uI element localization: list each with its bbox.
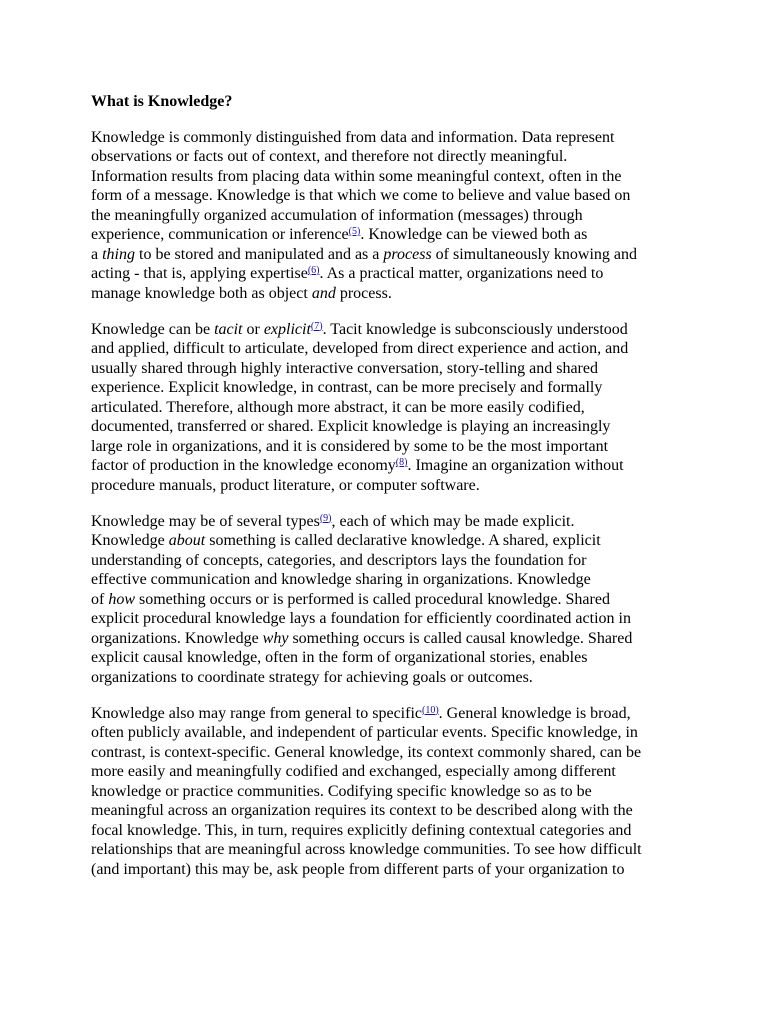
text-run: experience. Explicit knowledge, in contrast, can be more precisely and formally [91,379,603,396]
text-line [91,782,691,802]
text-line [91,245,691,265]
text-run: organizations to coordinate strategy for achieving goals or outcomes. [91,668,533,686]
text-line [91,512,691,532]
text-run: of [91,590,109,608]
text-run: a [91,245,103,263]
text-line [91,743,691,763]
text-line [91,417,691,437]
text-run: form of a message. Knowledge is that which we come to believe and value based on [91,187,631,204]
emphasis-text: about [168,532,206,549]
text-run: knowledge or practice communities. Codifying specific knowledge so as to be [91,782,592,800]
text-line [91,840,691,860]
text-run: . As a practical matter, organizations need to [319,265,604,282]
footnote-ref-link[interactable]: (10) [421,704,439,716]
text-run: the meaningfully organized accumulation of information (messages) through [91,206,583,224]
text-run: observations or facts out of context, and therefore not directly meaningful. [91,148,568,165]
text-line [91,648,691,668]
document-body [91,128,691,880]
text-line [91,531,691,551]
document-page [91,92,691,896]
text-line [91,398,691,418]
text-run: effective communication and knowledge sharing in organizations. Knowledge [91,571,591,588]
text-line [91,570,691,590]
text-run: process. [335,284,392,302]
footnote-ref-link[interactable]: (6) [307,265,320,276]
text-line [91,206,691,226]
emphasis-text: explicit [263,320,311,338]
text-line [91,821,691,841]
text-run: factor of production in the knowledge economy [91,457,396,474]
footnote-ref-link[interactable]: (7) [310,320,323,332]
text-run: , each of which may be made explicit. [331,512,575,530]
text-run: Knowledge also may range from general to specific [91,704,422,722]
text-run: experience, communication or inference [91,226,349,243]
paragraph [91,128,691,304]
text-run: Knowledge [91,532,169,549]
text-run: focal knowledge. This, in turn, requires explicitly defining contextual categories and [91,821,632,839]
text-run: Knowledge can be [91,320,215,338]
text-run: organizations. Knowledge [91,629,263,647]
text-line [91,476,691,496]
text-run: often publicly available, and independent of particular events. Specific knowledge, in [91,724,638,741]
text-run: relationships that are meaningful across knowledge communities. To see how difficult [91,841,642,858]
text-run: something occurs is called causal knowledge. Shared [288,629,633,647]
text-line [91,456,691,476]
text-run: . Imagine an organization without [407,457,624,474]
text-run: or [242,320,264,338]
text-run: Knowledge may be of several types [91,512,320,530]
text-line [91,128,691,148]
text-run: something occurs or is performed is called procedural knowledge. Shared [135,590,610,608]
text-line [91,801,691,821]
emphasis-text: how [108,590,135,608]
text-run: . General knowledge is broad, [438,704,631,722]
text-line [91,320,691,340]
emphasis-text: thing [102,245,135,263]
text-run: of simultaneously knowing and [431,245,637,263]
footnote-ref-link[interactable]: (9) [319,512,332,524]
text-run: explicit procedural knowledge lays a foundation for efficiently coordinated action in [91,610,631,627]
text-line [91,378,691,398]
emphasis-text: tacit [214,320,243,338]
footnote-ref-link[interactable]: (5) [348,226,361,237]
text-line [91,762,691,782]
paragraph [91,512,691,688]
paragraph [91,320,691,496]
text-line [91,284,691,304]
text-run: procedure manuals, product literature, or computer software. [91,476,480,494]
text-line [91,590,691,610]
text-run: . Knowledge can be viewed both as [360,226,588,243]
text-run: understanding of concepts, categories, and descriptors lays the foundation for [91,551,587,569]
text-run: contrast, is context-specific. General knowledge, its context commonly shared, can be [91,743,642,761]
text-run: meaningful across an organization requires its context to be described along with the [91,802,633,819]
footnote-ref-link[interactable]: (8) [395,457,408,468]
text-line [91,668,691,688]
text-run: Information results from placing data within some meaningful context, often in the [91,167,622,185]
text-run: manage knowledge both as object [91,284,312,302]
text-line [91,147,691,167]
text-line [91,723,691,743]
paragraph [91,704,691,880]
text-run: acting - that is, applying expertise [91,265,308,282]
text-line [91,629,691,649]
text-line [91,186,691,206]
text-run: large role in organizations, and it is considered by some to be the most important [91,437,609,455]
text-line [91,225,691,245]
text-run: explicit causal knowledge, often in the form of organizational stories, enables [91,649,588,666]
text-run: . Tacit knowledge is subconsciously understood [322,320,628,338]
text-run: (and important) this may be, ask people from different parts of your organization to [91,860,625,878]
text-line [91,437,691,457]
text-run: documented, transferred or shared. Explicit knowledge is playing an increasingly [91,418,611,435]
text-run: articulated. Therefore, although more abstract, it can be more easily codified, [91,398,585,416]
text-run: more easily and meaningfully codified and exchanged, especially among different [91,763,616,780]
text-line [91,167,691,187]
text-run: usually shared through highly interactive conversation, story-telling and shared [91,359,598,377]
text-line [91,264,691,284]
emphasis-text: and [311,284,336,302]
text-line [91,359,691,379]
text-run: something is called declarative knowledge. A shared, explicit [205,532,601,549]
text-line [91,609,691,629]
text-line [91,860,691,880]
emphasis-text: why [262,629,289,647]
text-run: and applied, difficult to articulate, developed from direct experience and action, and [91,340,629,357]
text-run: to be stored and manipulated and as a [135,245,384,263]
text-line [91,551,691,571]
text-run: Knowledge is commonly distinguished from data and information. Data represent [91,128,615,146]
text-line [91,339,691,359]
page-title: What is Knowledge? [91,93,233,110]
emphasis-text: process [383,245,432,263]
text-line [91,704,691,724]
